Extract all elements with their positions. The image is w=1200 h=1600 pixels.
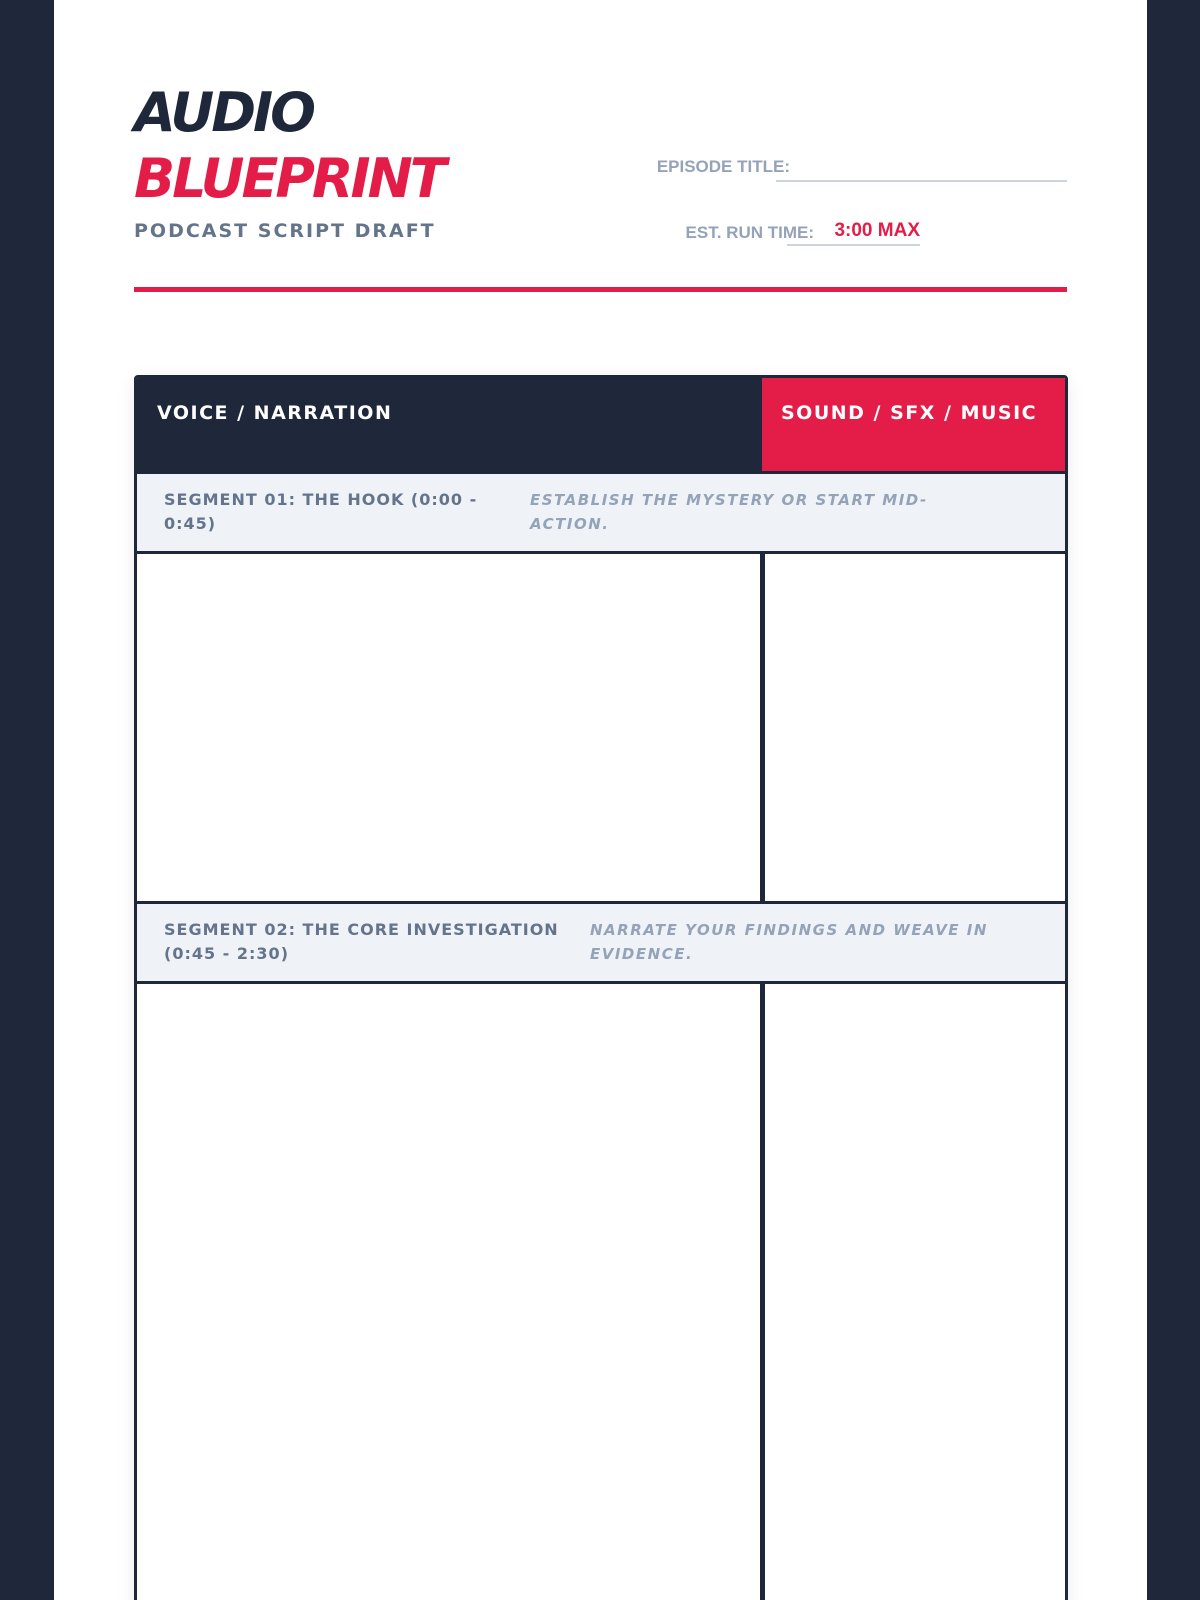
voice-narration-cell[interactable] xyxy=(137,554,760,901)
segment-header xyxy=(137,901,1065,984)
voice-narration-cell[interactable] xyxy=(137,984,760,1600)
sound-sfx-cell[interactable] xyxy=(765,984,1065,1600)
segment-title: SEGMENT 01: THE HOOK (0:00 - 0:45) xyxy=(164,490,478,533)
column-header-sound: SOUND / SFX / MUSIC xyxy=(762,378,1065,474)
run-time-label: EST. RUN TIME: xyxy=(685,223,814,242)
segment-hint: NARRATE YOUR FINDINGS AND WEAVE IN EVIDENCE. xyxy=(590,921,988,963)
episode-title-field[interactable] xyxy=(776,180,1067,182)
header-divider xyxy=(134,287,1067,292)
segment-hint: ESTABLISH THE MYSTERY OR START MID-ACTION. xyxy=(530,491,928,533)
page-subtitle: PODCAST SCRIPT DRAFT xyxy=(134,220,436,242)
script-table xyxy=(134,375,1068,1600)
episode-title-label: EPISODE TITLE: xyxy=(656,157,790,176)
sound-sfx-cell[interactable] xyxy=(765,554,1065,901)
segment-title: SEGMENT 02: THE CORE INVESTIGATION (0:45 - 2:30) xyxy=(164,920,559,963)
brand-title-audio: AUDIO xyxy=(134,81,314,144)
run-time-field[interactable]: 3:00 MAX xyxy=(787,218,920,246)
brand-title-blueprint: BLUEPRINT xyxy=(134,147,444,210)
segment-header xyxy=(137,471,1065,554)
worksheet-page xyxy=(54,0,1147,1600)
column-header-voice: VOICE / NARRATION xyxy=(137,378,762,474)
